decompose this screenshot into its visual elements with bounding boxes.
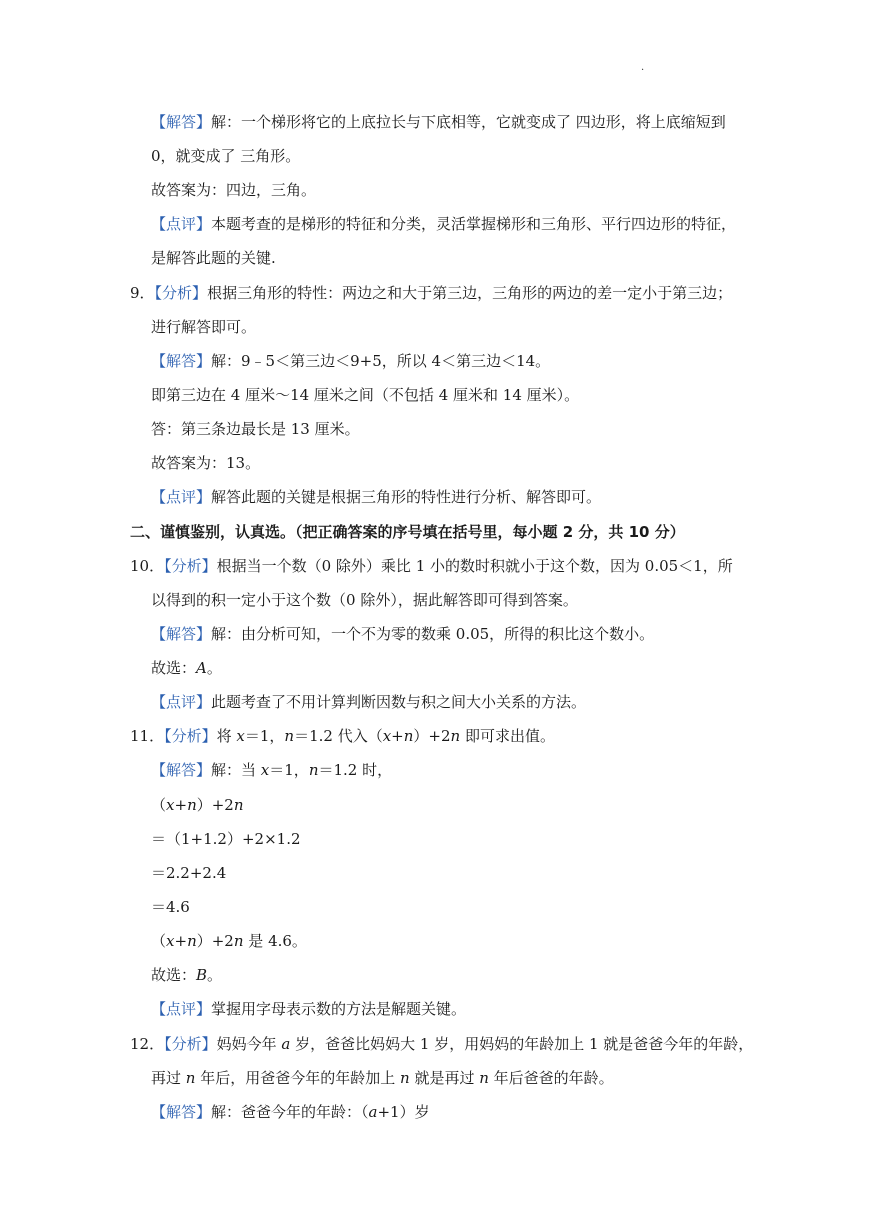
answer-tag: 【解答】 (151, 113, 212, 131)
q11-number: 11． (130, 727, 165, 745)
q9-comment: 【点评】解答此题的关键是根据三角形的特性进行分析、解答即可。 (151, 488, 602, 506)
q11-answer: 【解答】解：当 x＝1，n＝1.2 时， (151, 761, 393, 779)
q9-result: 故答案为：13。 (151, 454, 261, 472)
analysis-tag: 【分析】 (164, 727, 217, 745)
q9-line-2: 答：第三条边最长是 13 厘米。 (151, 420, 360, 438)
q11-step-3: ＝4.6 (151, 898, 190, 916)
q8-answer-line-1: 【解答】解：一个梯形将它的上底拉长与下底相等，它就变成了 四边形，将上底缩短到 (151, 113, 726, 131)
q11-choice: 故选：B。 (151, 966, 223, 984)
q11-expression: （x+n）+2n (151, 796, 244, 814)
q12-number: 12． (130, 1035, 165, 1053)
answer-tag: 【解答】 (151, 625, 212, 643)
q9-analysis-line-2: 进行解答即可。 (151, 318, 257, 336)
choice-letter: A (196, 659, 207, 677)
q12-answer: 【解答】解：爸爸今年的年龄：（a+1）岁 (151, 1103, 430, 1121)
comment-tag: 【点评】 (151, 693, 212, 711)
comment-tag: 【点评】 (151, 488, 212, 506)
comment-tag: 【点评】 (151, 1000, 212, 1018)
q12-analysis-line-2: 再过 n 年后，用爸爸今年的年龄加上 n 就是再过 n 年后爸爸的年龄。 (151, 1069, 614, 1087)
q10-analysis-line-2: 以得到的积一定小于这个数（0 除外），据此解答即可得到答案。 (151, 591, 578, 609)
analysis-tag: 【分析】 (164, 557, 217, 575)
q10-number: 10． (130, 557, 165, 575)
q10-analysis-line-1: 10．【分析】根据当一个数（0 除外）乘比 1 小的数时积就小于这个数，因为 0.05＜1，所 (130, 557, 733, 575)
q11-step-1: ＝（1+1.2）+2×1.2 (151, 830, 301, 848)
choice-letter: B (196, 966, 208, 984)
answer-tag: 【解答】 (151, 761, 212, 779)
q10-answer: 【解答】解：由分析可知，一个不为零的数乘 0.05，所得的积比这个数小。 (151, 625, 655, 643)
answer-tag: 【解答】 (151, 352, 212, 370)
q10-choice: 故选：A。 (151, 659, 222, 677)
analysis-tag: 【分析】 (154, 284, 208, 302)
q11-comment: 【点评】掌握用字母表示数的方法是解题关键。 (151, 1000, 467, 1018)
q8-result: 故答案为：四边，三角。 (151, 181, 317, 199)
q11-step-2: ＝2.2+2.4 (151, 864, 227, 882)
q8-answer-line-2: 0，就变成了 三角形。 (151, 147, 301, 165)
q9-number: 9． (130, 284, 155, 302)
q9-analysis-line-1: 9．【分析】根据三角形的特性：两边之和大于第三边，三角形的两边的差一定小于第三边； (130, 284, 733, 302)
q9-answer: 【解答】解：9﹣5＜第三边＜9+5，所以 4＜第三边＜14。 (151, 352, 551, 370)
q12-analysis-line-1: 12．【分析】妈妈今年 a 岁，爸爸比妈妈大 1 岁，用妈妈的年龄加上 1 就是爸爸今年的年龄， (130, 1035, 754, 1053)
q11-analysis: 11．【分析】将 x＝1，n＝1.2 代入（x+n）+2n 即可求出值。 (130, 727, 555, 745)
corner-dot: . (641, 62, 645, 73)
analysis-tag: 【分析】 (164, 1035, 217, 1053)
q9-line-1: 即第三边在 4 厘米～14 厘米之间（不包括 4 厘米和 14 厘米）。 (151, 386, 580, 404)
section-heading: 二、谨慎鉴别，认真选。（把正确答案的序号填在括号里，每小题 2 分，共 10 分） (130, 523, 685, 541)
q11-result: （x+n）+2n 是 4.6。 (151, 932, 307, 950)
comment-tag: 【点评】 (151, 215, 212, 233)
q10-comment: 【点评】此题考查了不用计算判断因数与积之间大小关系的方法。 (151, 693, 587, 711)
q8-comment-line-1: 【点评】本题考查的是梯形的特征和分类，灵活掌握梯形和三角形、平行四边形的特征， (151, 215, 737, 233)
q8-comment-line-2: 是解答此题的关键. (151, 249, 276, 267)
answer-tag: 【解答】 (151, 1103, 212, 1121)
